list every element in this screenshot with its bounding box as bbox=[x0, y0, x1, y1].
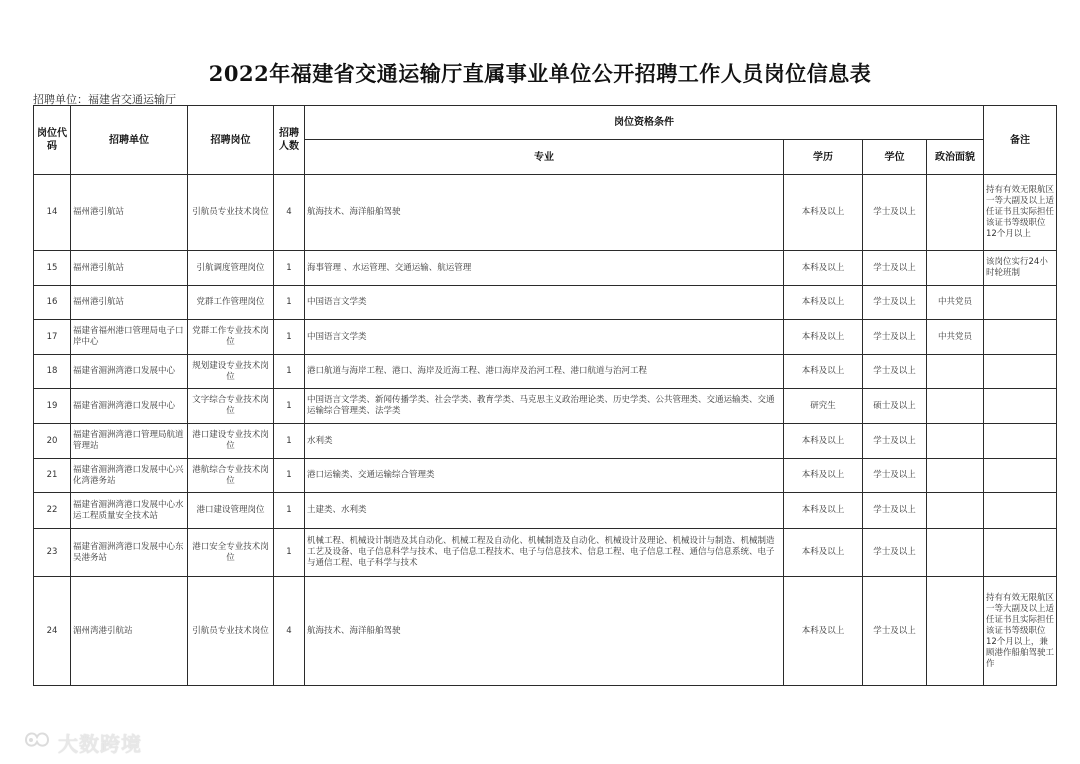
header-qualifications: 岗位资格条件 bbox=[305, 106, 984, 140]
cell-political bbox=[927, 424, 984, 459]
cell-education: 研究生 bbox=[784, 389, 863, 424]
table-row bbox=[34, 459, 1057, 493]
cell-major: 航海技术、海洋船舶驾驶 bbox=[305, 577, 784, 686]
cell-remarks bbox=[984, 286, 1057, 320]
cell-unit: 福建省湄洲湾港口管理局航道管理站 bbox=[71, 424, 188, 459]
table-row bbox=[34, 577, 1057, 686]
cell-political bbox=[927, 529, 984, 577]
cell-position: 引航员专业技术岗位 bbox=[188, 577, 274, 686]
cell-remarks bbox=[984, 424, 1057, 459]
brand-logo-icon bbox=[20, 728, 54, 756]
cell-count: 1 bbox=[274, 459, 305, 493]
cell-unit: 福州港引航站 bbox=[71, 175, 188, 251]
cell-code: 23 bbox=[34, 529, 71, 577]
cell-count: 4 bbox=[274, 175, 305, 251]
cell-position: 党群工作管理岗位 bbox=[188, 286, 274, 320]
cell-unit: 福建省湄洲湾港口发展中心 bbox=[71, 389, 188, 424]
cell-code: 24 bbox=[34, 577, 71, 686]
header-political: 政治面貌 bbox=[927, 140, 984, 175]
cell-education: 本科及以上 bbox=[784, 320, 863, 355]
cell-major: 港口运输类、交通运输综合管理类 bbox=[305, 459, 784, 493]
cell-remarks bbox=[984, 459, 1057, 493]
cell-unit: 福建省湄洲湾港口发展中心 bbox=[71, 355, 188, 389]
cell-degree: 学士及以上 bbox=[863, 529, 927, 577]
cell-education: 本科及以上 bbox=[784, 493, 863, 529]
table-row bbox=[34, 286, 1057, 320]
cell-code: 16 bbox=[34, 286, 71, 320]
cell-count: 1 bbox=[274, 424, 305, 459]
table-row bbox=[34, 389, 1057, 424]
cell-unit: 福建省湄洲湾港口发展中心东吴港务站 bbox=[71, 529, 188, 577]
cell-remarks: 持有有效无限航区一等大副及以上适任证书且实际担任该证书等级职位12个月以上 bbox=[984, 175, 1057, 251]
watermark-text: 大数跨境 bbox=[58, 731, 142, 756]
cell-major: 中国语言文学类、新闻传播学类、社会学类、教育学类、马克思主义政治理论类、历史学类、公共管理类、交通运输类、交通运输综合管理类、法学类 bbox=[305, 389, 784, 424]
cell-political bbox=[927, 355, 984, 389]
cell-major: 水利类 bbox=[305, 424, 784, 459]
cell-major: 机械工程、机械设计制造及其自动化、机械工程及自动化、机械制造及自动化、机械设计及理论、机械设计与制造、机械制造工艺及设备、电子信息科学与技术、电子信息工程技术、电子与信息技术、信息工程、电子信息工程、通信与信息系统、电子与通信工程、电子科学与技术 bbox=[305, 529, 784, 577]
cell-education: 本科及以上 bbox=[784, 459, 863, 493]
header-count: 招聘人数 bbox=[274, 106, 305, 175]
cell-count: 4 bbox=[274, 577, 305, 686]
cell-position: 规划建设专业技术岗位 bbox=[188, 355, 274, 389]
cell-education: 本科及以上 bbox=[784, 251, 863, 286]
header-major: 专业 bbox=[305, 140, 784, 175]
cell-political bbox=[927, 493, 984, 529]
cell-political bbox=[927, 577, 984, 686]
cell-major: 港口航道与海岸工程、港口、海岸及近海工程、港口海岸及治河工程、港口航道与治河工程 bbox=[305, 355, 784, 389]
watermark bbox=[20, 728, 142, 756]
cell-count: 1 bbox=[274, 493, 305, 529]
cell-major: 中国语言文学类 bbox=[305, 286, 784, 320]
header-position: 招聘岗位 bbox=[188, 106, 274, 175]
cell-degree: 学士及以上 bbox=[863, 251, 927, 286]
cell-education: 本科及以上 bbox=[784, 355, 863, 389]
cell-major: 航海技术、海洋船舶驾驶 bbox=[305, 175, 784, 251]
cell-degree: 硕士及以上 bbox=[863, 389, 927, 424]
cell-code: 18 bbox=[34, 355, 71, 389]
cell-count: 1 bbox=[274, 286, 305, 320]
cell-education: 本科及以上 bbox=[784, 577, 863, 686]
cell-remarks bbox=[984, 529, 1057, 577]
cell-remarks bbox=[984, 355, 1057, 389]
cell-position: 文字综合专业技术岗位 bbox=[188, 389, 274, 424]
cell-remarks: 该岗位实行24小时轮班制 bbox=[984, 251, 1057, 286]
cell-count: 1 bbox=[274, 529, 305, 577]
cell-education: 本科及以上 bbox=[784, 175, 863, 251]
cell-major: 海事管理 、水运管理、交通运输、航运管理 bbox=[305, 251, 784, 286]
table-row bbox=[34, 493, 1057, 529]
cell-code: 19 bbox=[34, 389, 71, 424]
page-title: 2022年福建省交通运输厅直属事业单位公开招聘工作人员岗位信息表 bbox=[208, 61, 872, 86]
cell-code: 22 bbox=[34, 493, 71, 529]
table-row bbox=[34, 175, 1057, 251]
cell-degree: 学士及以上 bbox=[863, 577, 927, 686]
cell-degree: 学士及以上 bbox=[863, 355, 927, 389]
cell-unit: 福州港引航站 bbox=[71, 251, 188, 286]
cell-major: 中国语言文学类 bbox=[305, 320, 784, 355]
cell-political: 中共党员 bbox=[927, 320, 984, 355]
cell-degree: 学士及以上 bbox=[863, 459, 927, 493]
header-degree: 学位 bbox=[863, 140, 927, 175]
cell-degree: 学士及以上 bbox=[863, 286, 927, 320]
cell-degree: 学士及以上 bbox=[863, 175, 927, 251]
cell-major: 土建类、水利类 bbox=[305, 493, 784, 529]
header-remarks: 备注 bbox=[984, 106, 1057, 175]
cell-count: 1 bbox=[274, 320, 305, 355]
table-row bbox=[34, 529, 1057, 577]
table-row bbox=[34, 320, 1057, 355]
cell-position: 港口建设专业技术岗位 bbox=[188, 424, 274, 459]
header-code: 岗位代码 bbox=[34, 106, 71, 175]
cell-count: 1 bbox=[274, 389, 305, 424]
hiring-unit-line: 招聘单位：福建省交通运输厅 bbox=[33, 93, 176, 106]
cell-degree: 学士及以上 bbox=[863, 320, 927, 355]
cell-code: 14 bbox=[34, 175, 71, 251]
table-row bbox=[34, 251, 1057, 286]
cell-education: 本科及以上 bbox=[784, 529, 863, 577]
cell-count: 1 bbox=[274, 355, 305, 389]
cell-remarks: 持有有效无限航区一等大副及以上适任证书且实际担任该证书等级职位12个月以上，兼顾港作船舶驾驶工作 bbox=[984, 577, 1057, 686]
cell-unit: 福建省福州港口管理局电子口岸中心 bbox=[71, 320, 188, 355]
cell-position: 港航综合专业技术岗位 bbox=[188, 459, 274, 493]
cell-political bbox=[927, 459, 984, 493]
cell-position: 港口建设管理岗位 bbox=[188, 493, 274, 529]
cell-political bbox=[927, 175, 984, 251]
cell-code: 20 bbox=[34, 424, 71, 459]
cell-degree: 学士及以上 bbox=[863, 493, 927, 529]
cell-unit: 湄州湾港引航站 bbox=[71, 577, 188, 686]
cell-remarks bbox=[984, 493, 1057, 529]
position-table bbox=[33, 105, 1057, 686]
table-row bbox=[34, 424, 1057, 459]
cell-political bbox=[927, 251, 984, 286]
cell-count: 1 bbox=[274, 251, 305, 286]
cell-education: 本科及以上 bbox=[784, 424, 863, 459]
cell-political: 中共党员 bbox=[927, 286, 984, 320]
cell-political bbox=[927, 389, 984, 424]
cell-position: 引航调度管理岗位 bbox=[188, 251, 274, 286]
cell-code: 21 bbox=[34, 459, 71, 493]
cell-position: 港口安全专业技术岗位 bbox=[188, 529, 274, 577]
cell-remarks bbox=[984, 320, 1057, 355]
header-education: 学历 bbox=[784, 140, 863, 175]
cell-code: 15 bbox=[34, 251, 71, 286]
cell-unit: 福州港引航站 bbox=[71, 286, 188, 320]
cell-education: 本科及以上 bbox=[784, 286, 863, 320]
cell-degree: 学士及以上 bbox=[863, 424, 927, 459]
cell-position: 引航员专业技术岗位 bbox=[188, 175, 274, 251]
table-row bbox=[34, 355, 1057, 389]
cell-position: 党群工作专业技术岗位 bbox=[188, 320, 274, 355]
cell-unit: 福建省湄洲湾港口发展中心水运工程质量安全技术站 bbox=[71, 493, 188, 529]
cell-code: 17 bbox=[34, 320, 71, 355]
cell-remarks bbox=[984, 389, 1057, 424]
cell-unit: 福建省湄洲湾港口发展中心兴化湾港务站 bbox=[71, 459, 188, 493]
header-unit: 招聘单位 bbox=[71, 106, 188, 175]
